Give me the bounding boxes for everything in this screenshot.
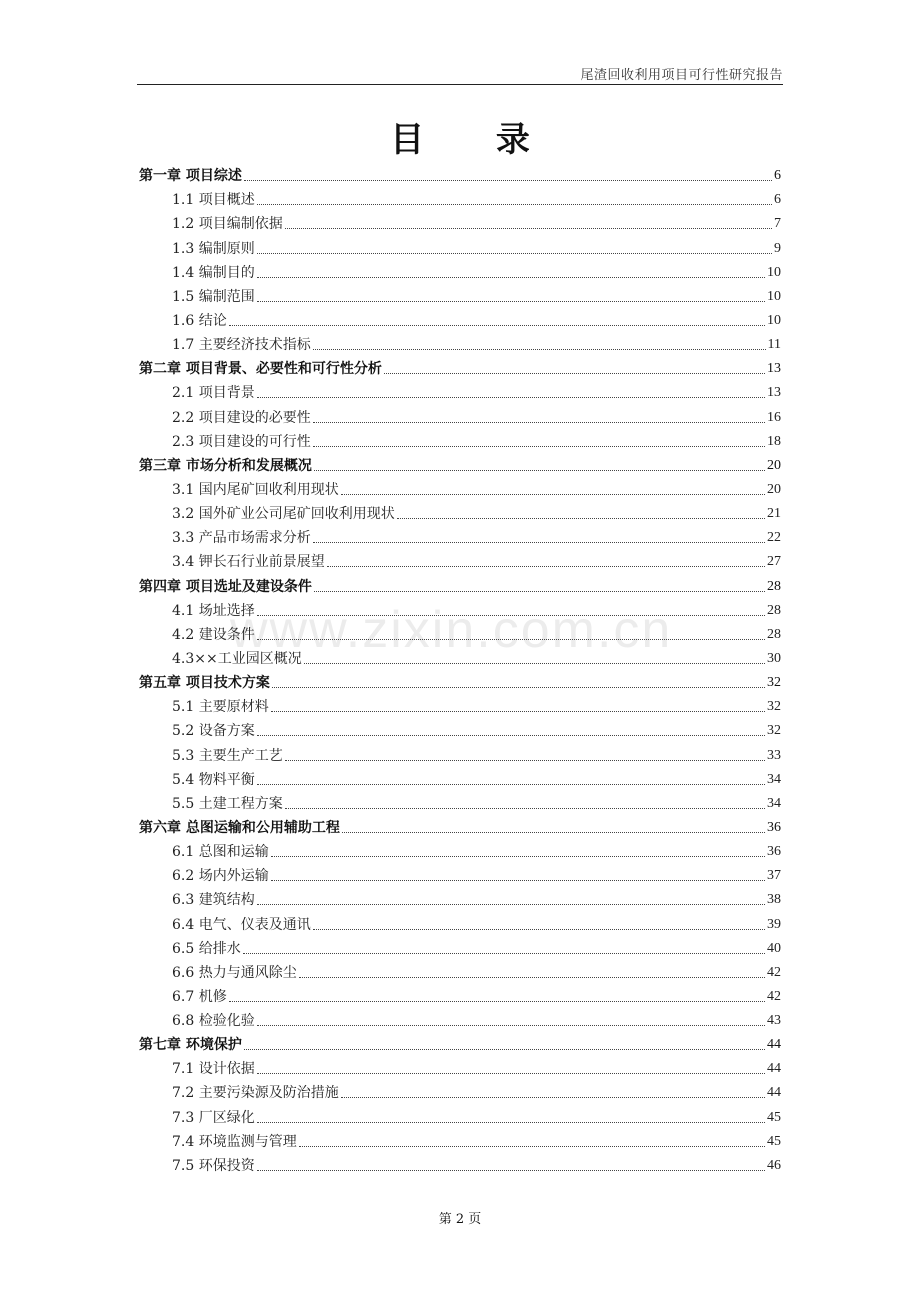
toc-section-entry[interactable] (139, 1077, 781, 1101)
toc-entry-label: 3.3 产品市场需求分析 (172, 530, 311, 547)
dot-leader (257, 1073, 765, 1074)
toc-entry-page-number: 27 (767, 554, 781, 570)
toc-entry-page-number: 38 (767, 892, 781, 908)
dot-leader (271, 856, 765, 857)
dot-leader (257, 639, 765, 640)
watermark: www.zixin.com.cn (230, 601, 673, 659)
dot-leader (313, 422, 765, 423)
toc-entry-page-number: 43 (767, 1013, 781, 1029)
toc-entry-page-number: 34 (767, 795, 781, 811)
dot-leader (271, 711, 765, 712)
toc-section-entry[interactable] (139, 281, 781, 305)
toc-section-entry[interactable] (139, 691, 781, 715)
dot-leader (243, 953, 765, 954)
toc-entry-label: 3.4 钾长石行业前景展望 (172, 554, 325, 571)
header-divider (137, 84, 783, 85)
dot-leader (342, 832, 765, 833)
dot-leader (341, 1097, 765, 1098)
toc-section-entry[interactable] (139, 232, 781, 256)
toc-section-entry[interactable] (139, 474, 781, 498)
toc-entry-page-number: 45 (767, 1133, 781, 1149)
toc-chapter-entry[interactable] (139, 160, 781, 184)
toc-entry-page-number: 32 (767, 675, 781, 691)
toc-entry-label: 5.2 设备方案 (172, 723, 255, 740)
toc-chapter-entry[interactable] (139, 667, 781, 691)
dot-leader (304, 663, 765, 664)
toc-entry-label: 4.3××工业园区概况 (172, 650, 302, 667)
toc-entry-page-number: 18 (767, 433, 781, 449)
toc-section-entry[interactable] (139, 1101, 781, 1125)
toc-section-entry[interactable] (139, 1126, 781, 1150)
dot-leader (257, 301, 765, 302)
toc-entry-page-number: 11 (767, 337, 781, 353)
toc-entry-label: 2.1 项目背景 (172, 385, 255, 402)
toc-section-entry[interactable] (139, 764, 781, 788)
toc-section-entry[interactable] (139, 836, 781, 860)
toc-entry-page-number: 34 (767, 771, 781, 787)
toc-section-entry[interactable] (139, 546, 781, 570)
toc-entry-label: 第五章 项目技术方案 (139, 675, 270, 692)
toc-entry-label: 6.7 机修 (172, 988, 227, 1005)
dot-leader (257, 904, 765, 905)
toc-section-entry[interactable] (139, 329, 781, 353)
toc-entry-page-number: 37 (767, 868, 781, 884)
dot-leader (257, 1170, 765, 1171)
toc-section-entry[interactable] (139, 933, 781, 957)
toc-entry-page-number: 10 (767, 312, 781, 328)
dot-leader (257, 1025, 765, 1026)
toc-section-entry[interactable] (139, 1053, 781, 1077)
toc-section-entry[interactable] (139, 739, 781, 763)
toc-entry-page-number: 44 (767, 1085, 781, 1101)
dot-leader (257, 253, 772, 254)
dot-leader (257, 397, 765, 398)
dot-leader (313, 349, 766, 350)
dot-leader (257, 277, 765, 278)
toc-chapter-entry[interactable] (139, 1029, 781, 1053)
dot-leader (257, 1122, 765, 1123)
toc-entry-label: 1.3 编制原则 (172, 240, 255, 257)
toc-section-entry[interactable] (139, 595, 781, 619)
toc-entry-label: 6.5 给排水 (172, 940, 241, 957)
dot-leader (313, 929, 765, 930)
dot-leader (313, 542, 765, 543)
dot-leader (271, 880, 765, 881)
toc-entry-page-number: 7 (774, 216, 781, 232)
toc-section-entry[interactable] (139, 257, 781, 281)
toc-entry-label: 6.8 检验化验 (172, 1013, 255, 1030)
toc-section-entry[interactable] (139, 1150, 781, 1174)
toc-section-entry[interactable] (139, 715, 781, 739)
toc-entry-label: 5.4 物料平衡 (172, 771, 255, 788)
toc-entry-page-number: 6 (774, 192, 781, 208)
toc-entry-page-number: 13 (767, 361, 781, 377)
toc-entry-label: 5.3 主要生产工艺 (172, 747, 283, 764)
toc-entry-label: 2.2 项目建设的必要性 (172, 409, 311, 426)
toc-section-entry[interactable] (139, 208, 781, 232)
toc-entry-label: 第一章 项目综述 (139, 168, 242, 185)
toc-chapter-entry[interactable] (139, 353, 781, 377)
toc-section-entry[interactable] (139, 184, 781, 208)
toc-entry-page-number: 20 (767, 481, 781, 497)
toc-entry-page-number: 13 (767, 385, 781, 401)
toc-entry-page-number: 28 (767, 578, 781, 594)
dot-leader (257, 784, 765, 785)
toc-entry-page-number: 45 (767, 1109, 781, 1125)
toc-section-entry[interactable] (139, 1005, 781, 1029)
toc-section-entry[interactable] (139, 908, 781, 932)
toc-section-entry[interactable] (139, 377, 781, 401)
toc-section-entry[interactable] (139, 860, 781, 884)
toc-entry-page-number: 22 (767, 530, 781, 546)
toc-entry-page-number: 42 (767, 964, 781, 980)
dot-leader (397, 518, 765, 519)
toc-entry-label: 第二章 项目背景、必要性和可行性分析 (139, 361, 382, 378)
toc-section-entry[interactable] (139, 401, 781, 425)
toc-entry-page-number: 21 (767, 506, 781, 522)
dot-leader (285, 760, 765, 761)
toc-entry-page-number: 16 (767, 409, 781, 425)
toc-entry-page-number: 30 (767, 650, 781, 666)
toc-chapter-entry[interactable] (139, 812, 781, 836)
toc-section-entry[interactable] (139, 884, 781, 908)
dot-leader (272, 687, 765, 688)
toc-section-entry[interactable] (139, 426, 781, 450)
toc-section-entry[interactable] (139, 305, 781, 329)
toc-entry-page-number: 33 (767, 747, 781, 763)
dot-leader (285, 808, 765, 809)
dot-leader (341, 494, 765, 495)
toc-section-entry[interactable] (139, 619, 781, 643)
dot-leader (229, 325, 765, 326)
toc-entry-page-number: 20 (767, 457, 781, 473)
dot-leader (244, 180, 772, 181)
page-title: 目 录 (390, 120, 560, 160)
toc-entry-label: 第三章 市场分析和发展概况 (139, 457, 312, 474)
toc-entry-label: 4.2 建设条件 (172, 626, 255, 643)
toc-entry-label: 3.2 国外矿业公司尾矿回收利用现状 (172, 506, 395, 523)
toc-entry-page-number: 10 (767, 264, 781, 280)
toc-entry-label: 第四章 项目选址及建设条件 (139, 578, 312, 595)
toc-entry-page-number: 44 (767, 1037, 781, 1053)
dot-leader (229, 1001, 765, 1002)
dot-leader (384, 373, 765, 374)
toc-entry-page-number: 36 (767, 844, 781, 860)
toc-entry-page-number: 32 (767, 723, 781, 739)
dot-leader (285, 228, 772, 229)
toc-entry-page-number: 42 (767, 988, 781, 1004)
dot-leader (299, 977, 765, 978)
toc-entry-label: 1.5 编制范围 (172, 288, 255, 305)
toc-entry-label: 5.1 主要原材料 (172, 699, 269, 716)
toc-entry-label: 第七章 环境保护 (139, 1037, 242, 1054)
toc-entry-page-number: 36 (767, 819, 781, 835)
dot-leader (313, 446, 765, 447)
toc-chapter-entry[interactable] (139, 450, 781, 474)
toc-entry-page-number: 10 (767, 288, 781, 304)
toc-entry-label: 1.2 项目编制依据 (172, 216, 283, 233)
toc-section-entry[interactable] (139, 981, 781, 1005)
toc-section-entry[interactable] (139, 498, 781, 522)
dot-leader (327, 566, 765, 567)
toc-entry-label: 7.1 设计依据 (172, 1061, 255, 1078)
toc-entry-label: 7.3 厂区绿化 (172, 1109, 255, 1126)
toc-entry-label: 7.5 环保投资 (172, 1157, 255, 1174)
toc-entry-page-number: 9 (774, 240, 781, 256)
toc-entry-label: 6.4 电气、仪表及通讯 (172, 916, 311, 933)
toc-entry-page-number: 32 (767, 699, 781, 715)
toc-entry-label: 6.2 场内外运输 (172, 868, 269, 885)
toc-chapter-entry[interactable] (139, 570, 781, 594)
toc-entry-label: 1.6 结论 (172, 312, 227, 329)
toc-entry-page-number: 44 (767, 1061, 781, 1077)
toc-entry-label: 6.6 热力与通风除尘 (172, 964, 297, 981)
toc-section-entry[interactable] (139, 788, 781, 812)
toc-entry-label: 7.4 环境监测与管理 (172, 1133, 297, 1150)
dot-leader (299, 1146, 765, 1147)
dot-leader (257, 204, 772, 205)
toc-entry-label: 第六章 总图运输和公用辅助工程 (139, 819, 340, 836)
toc-entry-page-number: 46 (767, 1157, 781, 1173)
toc-entry-label: 3.1 国内尾矿回收利用现状 (172, 481, 339, 498)
running-header: 尾渣回收利用项目可行性研究报告 (580, 68, 783, 83)
dot-leader (314, 470, 765, 471)
toc-entry-label: 4.1 场址选择 (172, 602, 255, 619)
toc-section-entry[interactable] (139, 957, 781, 981)
toc-entry-page-number: 28 (767, 602, 781, 618)
page-number: 第 2 页 (438, 1212, 482, 1227)
toc-entry-page-number: 6 (774, 168, 781, 184)
toc-entry-label: 1.1 项目概述 (172, 192, 255, 209)
table-of-contents (139, 160, 781, 1174)
toc-entry-page-number: 39 (767, 916, 781, 932)
dot-leader (314, 591, 765, 592)
toc-entry-label: 2.3 项目建设的可行性 (172, 433, 311, 450)
toc-entry-label: 1.7 主要经济技术指标 (172, 337, 311, 354)
dot-leader (244, 1049, 765, 1050)
toc-entry-label: 1.4 编制目的 (172, 264, 255, 281)
toc-entry-page-number: 28 (767, 626, 781, 642)
toc-entry-label: 6.3 建筑结构 (172, 892, 255, 909)
toc-entry-page-number: 40 (767, 940, 781, 956)
toc-section-entry[interactable] (139, 522, 781, 546)
dot-leader (257, 615, 765, 616)
dot-leader (257, 735, 765, 736)
toc-entry-label: 7.2 主要污染源及防治措施 (172, 1085, 339, 1102)
toc-section-entry[interactable] (139, 643, 781, 667)
toc-entry-label: 5.5 土建工程方案 (172, 795, 283, 812)
toc-entry-label: 6.1 总图和运输 (172, 844, 269, 861)
